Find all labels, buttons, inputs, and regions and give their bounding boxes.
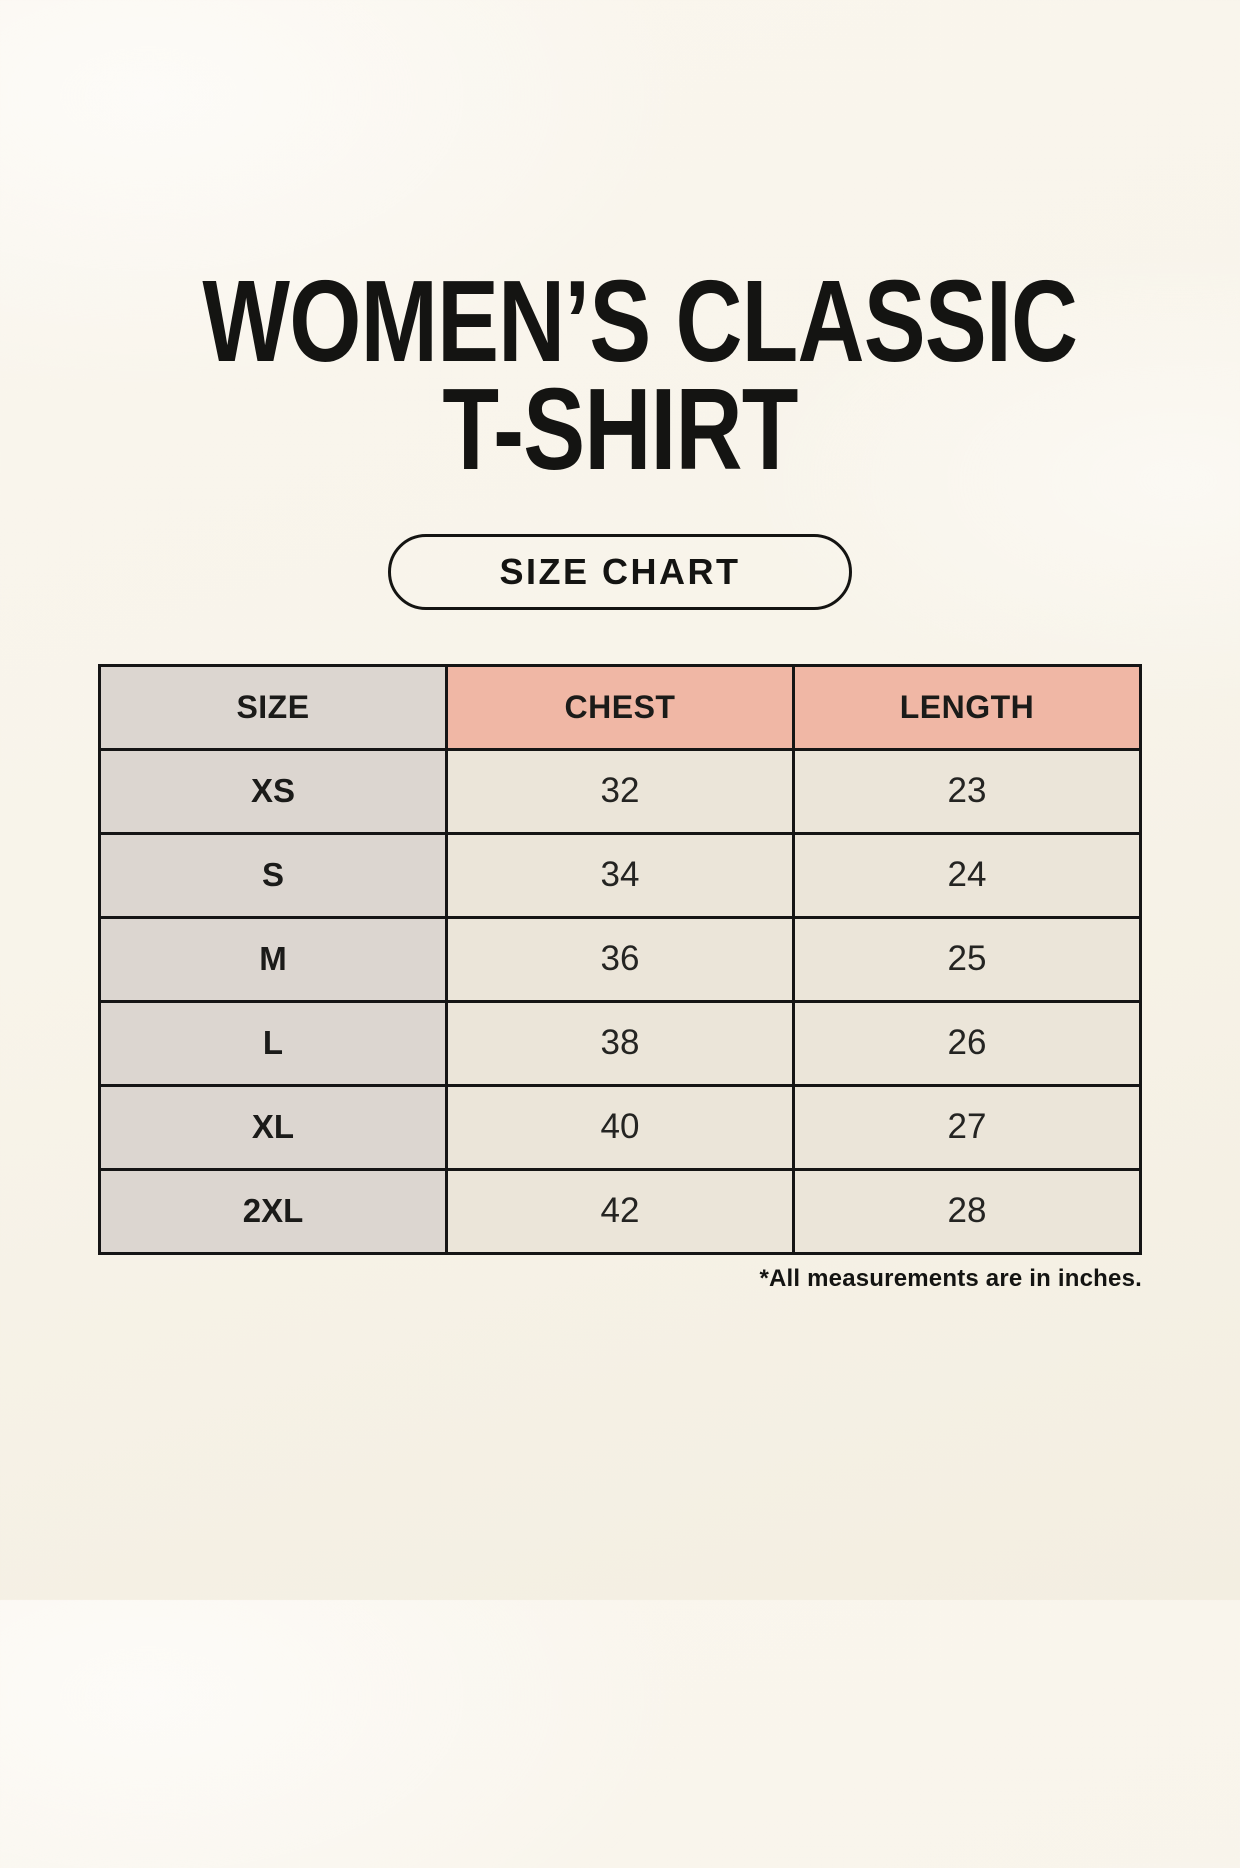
table-header-row bbox=[100, 665, 1141, 749]
chest-cell: 36 bbox=[447, 917, 794, 1001]
chest-cell: 34 bbox=[447, 833, 794, 917]
title-line-2: T-SHIRT bbox=[442, 363, 798, 494]
chest-cell: 40 bbox=[447, 1085, 794, 1169]
table-row bbox=[100, 1085, 1141, 1169]
table-row bbox=[100, 749, 1141, 833]
title-line-1: WOMEN’S CLASSIC bbox=[202, 256, 1078, 386]
size-table bbox=[98, 664, 1142, 1255]
table-row bbox=[100, 917, 1141, 1001]
size-cell: XL bbox=[100, 1085, 447, 1169]
column-header-chest: CHEST bbox=[447, 665, 794, 749]
chest-cell: 42 bbox=[447, 1169, 794, 1253]
length-cell: 25 bbox=[794, 917, 1141, 1001]
length-cell: 24 bbox=[794, 833, 1141, 917]
table-row bbox=[100, 1169, 1141, 1253]
size-cell: M bbox=[100, 917, 447, 1001]
size-cell: S bbox=[100, 833, 447, 917]
chest-cell: 38 bbox=[447, 1001, 794, 1085]
size-cell: 2XL bbox=[100, 1169, 447, 1253]
size-chart-page bbox=[98, 256, 1142, 1293]
column-header-size: SIZE bbox=[100, 665, 447, 749]
size-chart-label: SIZE CHART bbox=[499, 550, 741, 592]
size-chart-button[interactable] bbox=[388, 534, 852, 610]
length-cell: 26 bbox=[794, 1001, 1141, 1085]
page-title bbox=[202, 256, 1078, 494]
length-cell: 28 bbox=[794, 1169, 1141, 1253]
size-cell: L bbox=[100, 1001, 447, 1085]
table-row bbox=[100, 1001, 1141, 1085]
size-cell: XS bbox=[100, 749, 447, 833]
length-cell: 27 bbox=[794, 1085, 1141, 1169]
table-row bbox=[100, 833, 1141, 917]
length-cell: 23 bbox=[794, 749, 1141, 833]
chest-cell: 32 bbox=[447, 749, 794, 833]
measurement-footnote: *All measurements are in inches. bbox=[759, 1264, 1142, 1292]
column-header-length: LENGTH bbox=[794, 665, 1141, 749]
